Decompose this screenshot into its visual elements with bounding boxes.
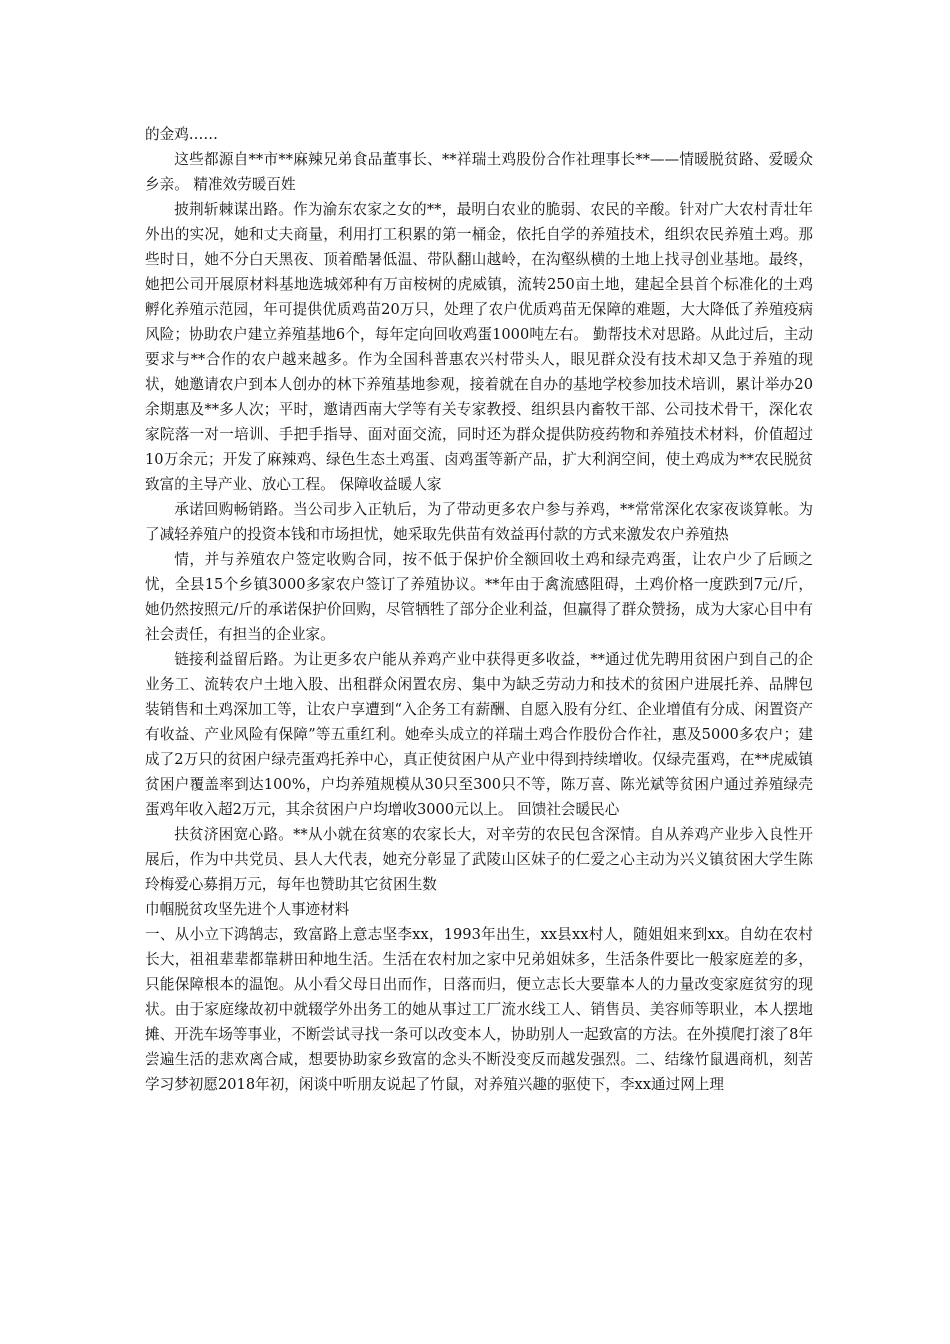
section-heading: 巾帼脱贫攻坚先进个人事迹材料 xyxy=(145,901,350,918)
paragraph-8: 一、从小立下鸿鹄志，致富路上意志坚李xx，1993年出生，xx县xx村人，随姐姐来到xx。自幼在农村长大，祖祖辈辈都靠耕田种地生活。生活在农村加之家中兄弟姐妹多，生活条件要比一般家庭差的多，只能保障根本的温饱。从小看父母日出而作，日落而归，便立志长大要靠本人的力量改变家庭贫穷的现状。由于家庭缘故初中就辍学外出务工的她从事过工厂流水线工人、销售员、美容师等职业，本人摆地摊、开洗车场等事业，不断尝试寻找一条可以改变本人，协助别人一起致富的方法。在外摸爬打滚了8年尝遍生活的悲欢离合咸，想要协助家乡致富的念头不断没变反而越发强烈。二、结缘竹鼠遇商机，刻苦学习梦初愿2018年初，闲谈中听朋友说起了竹鼠，对养殖兴趣的驱使下，李xx通过网上理 xyxy=(145,926,813,1093)
paragraph-1: 这些都源自**市**麻辣兄弟食品董事长、**祥瑞土鸡股份合作社理事长**——情暖脱贫路、爱暖众乡亲。 精准效劳暖百姓 xyxy=(145,151,813,193)
paragraph-2: 披荆斩棘谋出路。作为渝东农家之女的**，最明白农业的脆弱、农民的辛酸。针对广大农村青壮年外出的实况，她和丈夫商量，利用打工积累的第一桶金，依托自学的养殖技术，组织农民养殖土鸡。那些时日，她不分白天黑夜、顶着酷暑低温、带队翻山越岭，在沟壑纵横的土地上找寻创业基地。最终，她把公司开展原材料基地选城郊种有万亩桉树的虎威镇，流转250亩土地，建起全县首个标准化的土鸡孵化养殖示范园，年可提供优质鸡苗20万只，处理了农户优质鸡苗无保障的难题，大大降低了养殖疫病风险；协助农户建立养殖基地6个，每年定向回收鸡蛋1000吨左右。 勤帮技术对思路。从此过后，主动要求与**合作的农户越来越多。作为全国科普惠农兴村带头人，眼见群众没有技术却又急于养殖的现状，她邀请农户到本人创办的林下养殖基地参观，接着就在自办的基地学校参加技术培训，累计举办20余期惠及**多人次；平时，邀请西南大学等有关专家教授、组织县内畜牧干部、公司技术骨干，深化农家院落一对一培训、手把手指导、面对面交流，同时还为群众提供防疫药物和养殖技术材料，价值超过10万余元；开发了麻辣鸡、绿色生态土鸡蛋、卤鸡蛋等新产品，扩大利润空间，使土鸡成为**农民脱贫致富的主导产业、放心工程。 保障收益暖人家 xyxy=(145,201,813,493)
paragraph-3: 承诺回购畅销路。当公司步入正轨后，为了带动更多农户参与养鸡，**常常深化农家夜谈算帐。为了减轻养殖户的投资本钱和市场担忧，她采取先供苗有效益再付款的方式来激发农户养殖热 xyxy=(145,501,813,543)
paragraph-6: 扶贫济困宽心路。**从小就在贫寒的农家长大，对辛劳的农民包含深情。自从养鸡产业步入良性开展后，作为中共党员、县人大代表，她充分彰显了武陵山区妹子的仁爱之心主动为兴义镇贫困大学生陈玲梅爱心募捐万元，每年也赞助其它贫困生数 xyxy=(145,826,813,893)
paragraph-0: 的金鸡…… xyxy=(145,126,218,143)
paragraph-5: 链接利益留后路。为让更多农户能从养鸡产业中获得更多收益，**通过优先聘用贫困户到自己的企业务工、流转农户土地入股、出租群众闲置农房、集中为缺乏劳动力和技术的贫困户进展托养、品牌包装销售和土鸡深加工等，让农户享遭到“入企务工有薪酬、自愿入股有分红、企业增值有分成、闲置资产有收益、产业风险有保障”等五重红利。她牵头成立的祥瑞土鸡合作股份合作社，惠及5000多农户；建成了2万只的贫困户绿壳蛋鸡托养中心，真正使贫困户从产业中得到持续增收。仅绿壳蛋鸡，在**虎威镇贫困户覆盖率到达100%，户均养殖规模从30只至300只不等，陈万喜、陈光斌等贫困户通过养殖绿壳蛋鸡年收入超2万元，其余贫困户户均增收3000元以上。 回馈社会暖民心 xyxy=(145,651,813,818)
document-page xyxy=(145,122,813,1097)
paragraph-4: 情，并与养殖农户签定收购合同，按不低于保护价全额回收土鸡和绿壳鸡蛋，让农户少了后顾之忧，全县15个乡镇3000多家农户签订了养殖协议。**年由于禽流感阻碍，土鸡价格一度跌到7元/斤，她仍然按照元/斤的承诺保护价回购，尽管牺牲了部分企业利益，但赢得了群众赞扬，成为大家心目中有社会责任，有担当的企业家。 xyxy=(145,551,813,643)
